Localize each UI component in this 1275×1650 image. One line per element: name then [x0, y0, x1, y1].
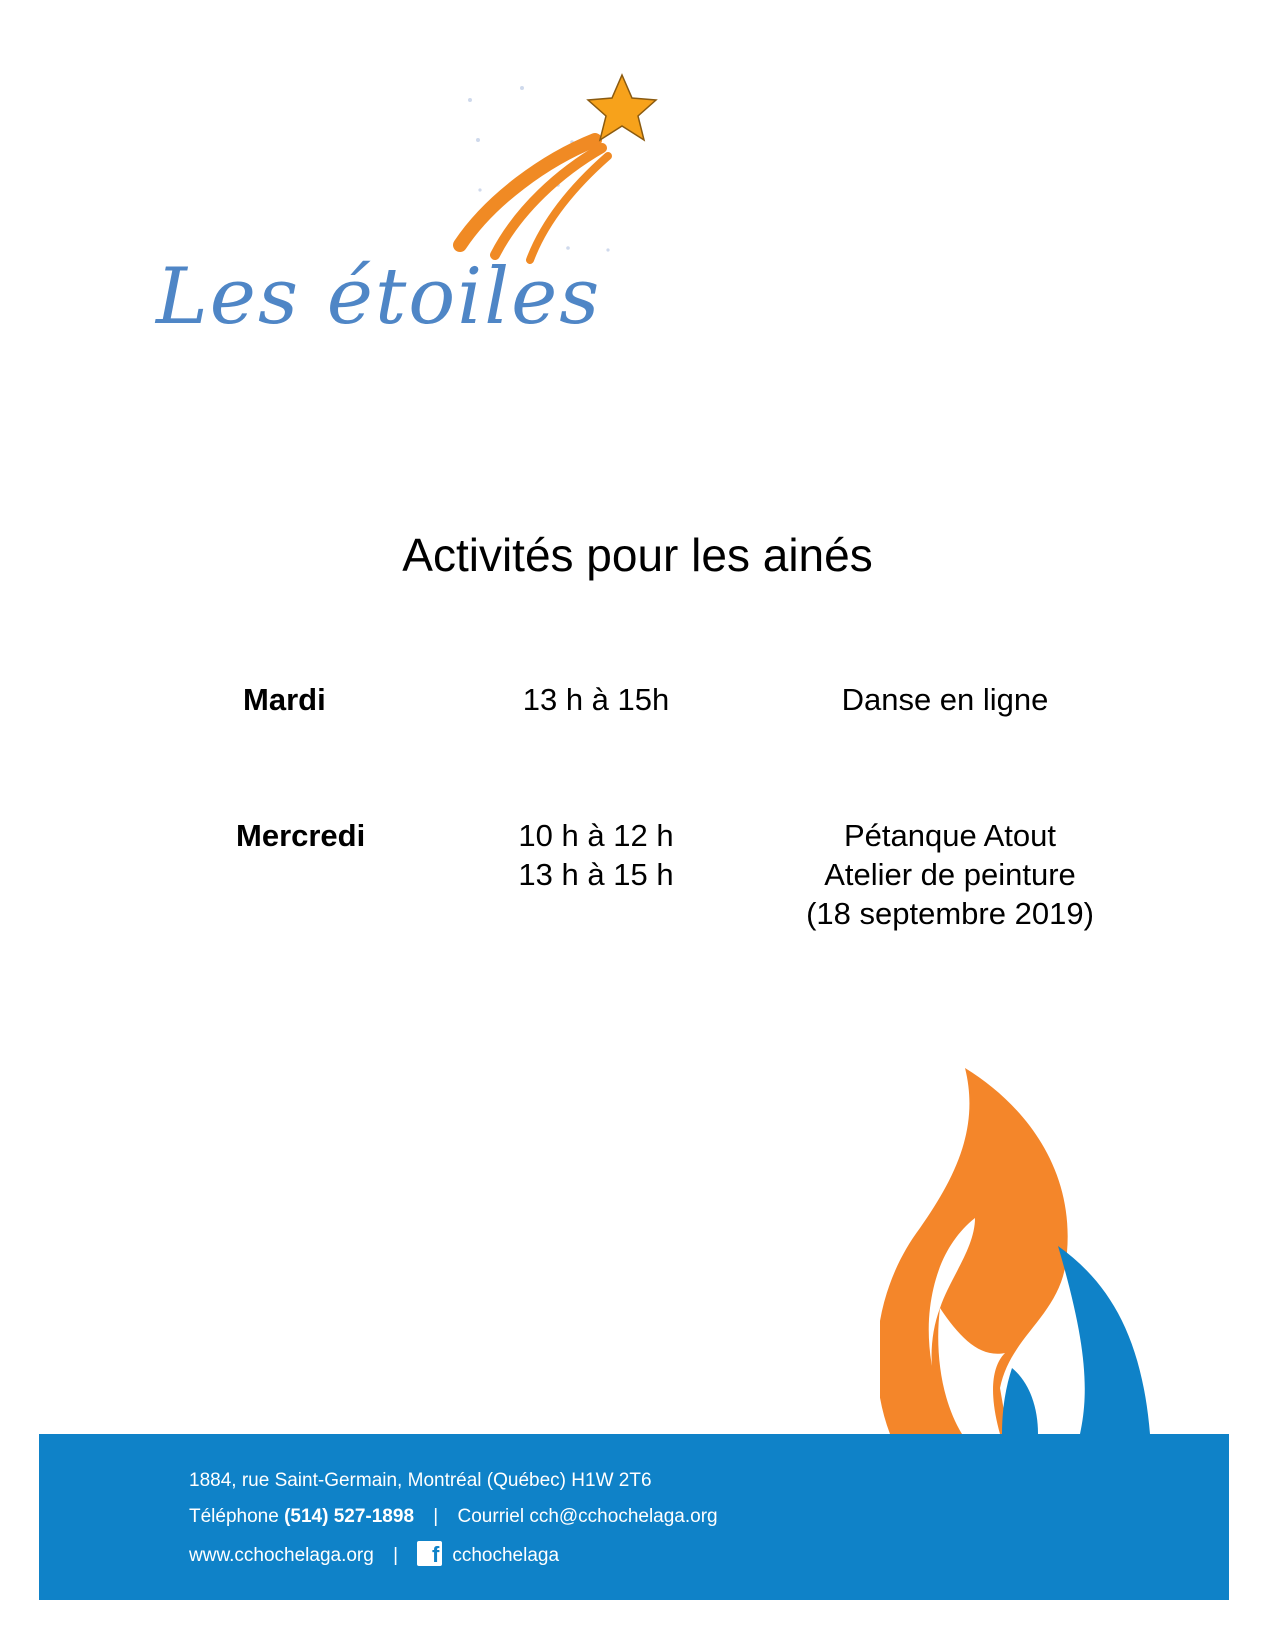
schedule-activities	[770, 680, 1130, 719]
footer-address: 1884, rue Saint-Germain, Montréal (Québec) H1W 2T6	[189, 1470, 652, 1491]
les-etoiles-logo	[150, 60, 690, 350]
logo-text: Les étoiles	[156, 252, 602, 342]
footer	[39, 1434, 1229, 1600]
separator: |	[393, 1545, 399, 1566]
phone-label: Téléphone	[189, 1506, 279, 1527]
schedule-activity: Pétanque Atout	[843, 818, 1057, 853]
facebook-handle[interactable]: cchochelaga	[452, 1545, 560, 1566]
page-title: Activités pour les ainés	[402, 529, 873, 581]
email-label: Courriel	[457, 1506, 525, 1527]
facebook-icon[interactable]: f	[417, 1541, 442, 1566]
schedule-day: Mardi	[243, 682, 326, 717]
schedule-times	[466, 680, 726, 719]
schedule-time: 13 h à 15h	[522, 682, 670, 717]
schedule-activity: (18 septembre 2019)	[806, 896, 1094, 931]
email-link[interactable]: cch@cchochelaga.org	[529, 1506, 718, 1527]
website-link[interactable]: www.cchochelaga.org	[189, 1545, 374, 1566]
schedule-times	[466, 816, 726, 894]
footer-web-line	[189, 1541, 559, 1567]
schedule-time: 10 h à 12 h	[518, 818, 674, 853]
schedule-activity: Danse en ligne	[841, 682, 1049, 717]
schedule-activity: Atelier de peinture	[824, 857, 1076, 892]
schedule-activities	[770, 816, 1130, 933]
phone-number[interactable]: (514) 527-1898	[284, 1506, 415, 1527]
footer-contact-line	[189, 1506, 718, 1528]
schedule-day: Mercredi	[236, 818, 366, 853]
separator: |	[433, 1506, 439, 1527]
schedule-time: 13 h à 15 h	[518, 857, 674, 892]
flame-icon	[880, 1068, 1200, 1438]
